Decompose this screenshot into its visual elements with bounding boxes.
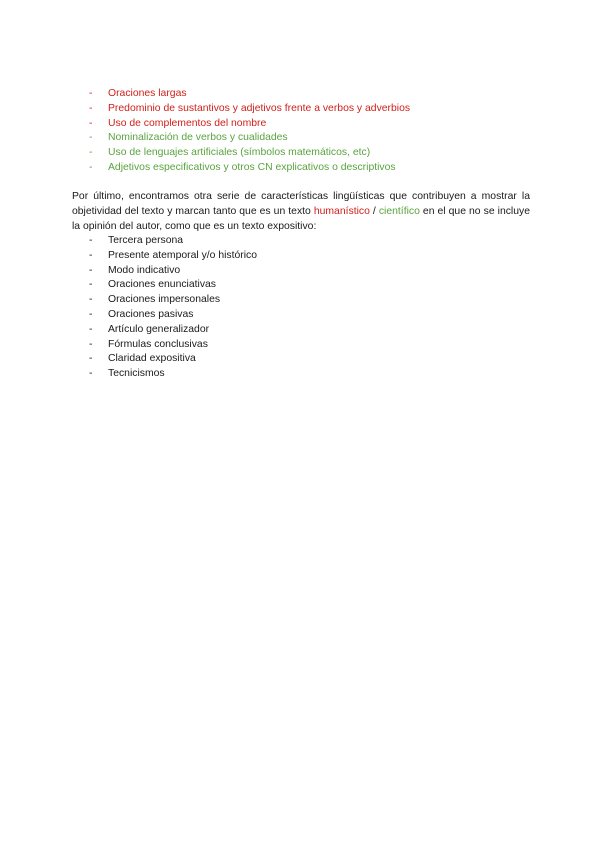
list-dash: - <box>89 294 93 306</box>
list-item <box>89 278 257 293</box>
list-item-text: Tecnicismos <box>108 368 165 380</box>
paragraph-text: en el que no se incluye la opinión del autor, como que es un texto expositivo: <box>72 206 530 232</box>
list-item-text: Tercera persona <box>108 235 184 246</box>
list-item-text: Oraciones pasivas <box>108 308 194 320</box>
list-dash: - <box>89 132 93 144</box>
list-item <box>89 249 257 264</box>
list-dash: - <box>89 249 93 261</box>
list-item <box>89 102 410 117</box>
list-dash: - <box>89 323 93 335</box>
list-item <box>89 367 257 382</box>
list-item <box>89 293 257 308</box>
list-dash: - <box>89 117 93 129</box>
list-item <box>89 117 410 132</box>
list-dash: - <box>89 88 93 99</box>
list-dash: - <box>89 102 93 114</box>
list-item-text: Predominio de sustantivos y adjetivos frente a verbos y adverbios <box>108 102 411 114</box>
separator-text: / <box>369 206 379 217</box>
list-dash: - <box>89 368 93 380</box>
list-item-text: Uso de lenguajes artificiales (símbolos matemáticos, etc) <box>108 147 371 159</box>
red-green-feature-list <box>89 87 410 176</box>
list-item-text: Adjetivos especificativos y otros CN explicativos o descriptivos <box>108 161 396 173</box>
list-item-text: Claridad expositiva <box>108 353 196 365</box>
list-item <box>89 87 410 102</box>
list-item <box>89 264 257 279</box>
list-dash: - <box>89 353 93 365</box>
list-dash: - <box>89 279 93 291</box>
intro-paragraph <box>72 189 530 234</box>
list-item <box>89 161 410 176</box>
linguistic-features-list <box>89 234 257 382</box>
paragraph-text: Por último, encontramos otra serie de características lingüísticas que contribuyen a mostrar la objetividad del texto y marcan tanto que es un texto <box>72 191 530 217</box>
list-dash: - <box>89 264 93 276</box>
list-item <box>89 146 410 161</box>
list-dash: - <box>89 235 93 246</box>
highlight-humanistico: humanístico <box>313 206 370 217</box>
list-dash: - <box>89 161 93 173</box>
list-item-text: Uso de complementos del nombre <box>108 117 267 129</box>
list-item <box>89 131 410 146</box>
list-item <box>89 323 257 338</box>
list-item-text: Presente atemporal y/o histórico <box>108 249 258 261</box>
list-item-text: Modo indicativo <box>108 264 181 276</box>
list-item-text: Oraciones largas <box>108 88 187 99</box>
list-item-text: Artículo generalizador <box>108 323 210 335</box>
list-item <box>89 308 257 323</box>
list-item-text: Oraciones impersonales <box>108 294 221 306</box>
list-dash: - <box>89 308 93 320</box>
list-item-text: Fórmulas conclusivas <box>108 338 208 350</box>
list-item <box>89 352 257 367</box>
list-dash: - <box>89 147 93 159</box>
list-dash: - <box>89 338 93 350</box>
list-item-text: Oraciones enunciativas <box>108 279 217 291</box>
list-item-text: Nominalización de verbos y cualidades <box>108 132 288 144</box>
list-item <box>89 338 257 353</box>
list-item <box>89 234 257 249</box>
highlight-cientifico: científico <box>378 206 420 217</box>
